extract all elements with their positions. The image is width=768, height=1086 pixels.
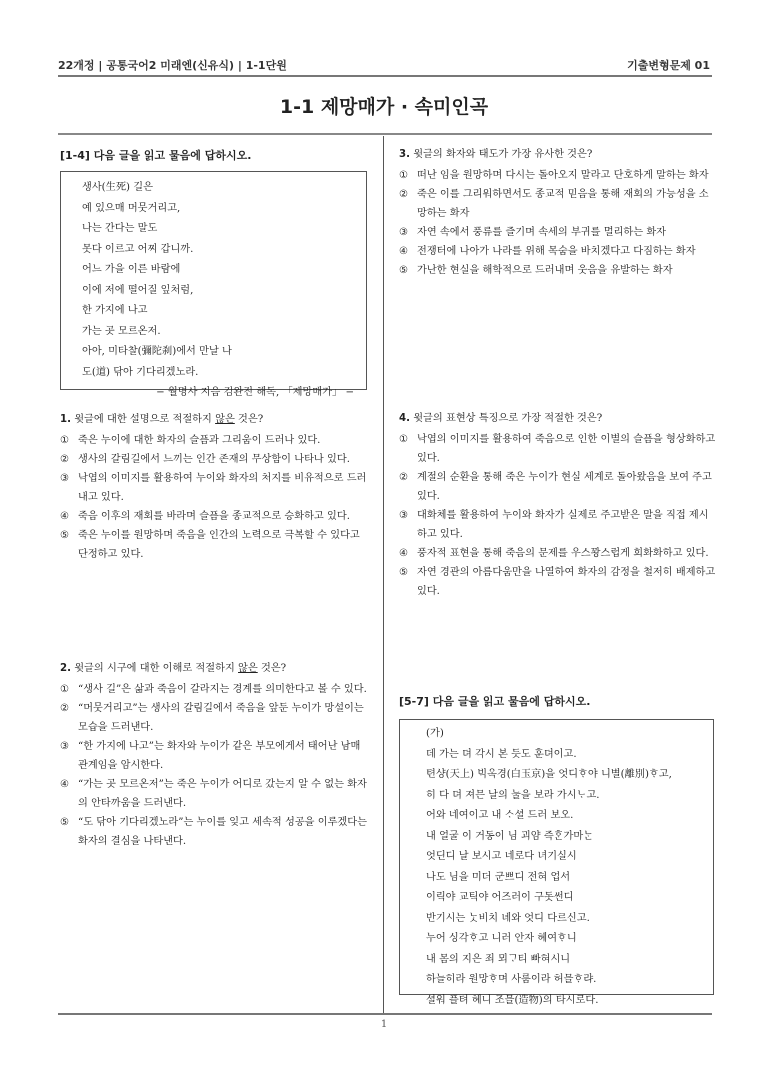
option-text: 전쟁터에 나아가 나라를 위해 목숨을 바치겠다고 다짐하는 화자 xyxy=(417,246,696,257)
question-stem-text: 윗글의 시구에 대한 이해로 적절하지 xyxy=(74,663,239,674)
question-stem-underline: 않은 xyxy=(215,414,235,425)
poem-line: 어와 네여이고 내 ᄉᆞ셜 드러 보오. xyxy=(426,810,574,821)
option-number: ① xyxy=(60,435,70,446)
question-4-stem xyxy=(399,409,716,428)
question-4-options xyxy=(399,430,716,601)
answer-option[interactable] xyxy=(60,507,372,526)
option-text: 풍자적 표현을 통해 죽음의 문제를 우스꽝스럽게 희화화하고 있다. xyxy=(417,548,709,559)
question-number: 1. xyxy=(60,414,71,425)
option-text: 자연 속에서 풍류를 즐기며 속세의 부귀를 멀리하는 화자 xyxy=(417,227,667,238)
poem-line: 도(道) 닦아 기다리겠노라. xyxy=(82,366,199,378)
header-exam-label: 기출변형문제 01 xyxy=(627,59,710,72)
poem-line: 히 다 뎌 져믄 날의 눌을 보라 가시ᄂᆞ고. xyxy=(426,789,600,801)
answer-option[interactable] xyxy=(60,699,372,737)
poem-line: 어느 가을 이른 바람에 xyxy=(82,264,181,275)
option-text: “한 가지에 나고”는 화자와 누이가 같은 부모에게서 태어난 남매 관계임을 암시한다. xyxy=(78,741,361,771)
answer-option[interactable] xyxy=(399,544,716,563)
option-number: ② xyxy=(60,703,70,714)
option-number: ④ xyxy=(60,511,70,522)
answer-option[interactable] xyxy=(399,166,716,185)
option-number: ① xyxy=(399,170,409,181)
option-number: ④ xyxy=(399,246,409,257)
poem-line: 반기시는 ᄂᆞᆺ비치 녜와 엇디 다르신고. xyxy=(426,912,590,924)
answer-option[interactable] xyxy=(399,563,716,601)
poem-line: 하늘히라 원망ᄒᆞ며 사룸이라 허믈ᄒᆞ랴. xyxy=(426,974,597,985)
option-number: ② xyxy=(60,454,70,465)
option-text: 낙엽의 이미지를 활용하여 누이와 화자의 처지를 비유적으로 드러내고 있다. xyxy=(78,473,367,503)
poem-line: 누어 싱각ᄒᆞ고 니러 안자 혜여ᄒᆞ니 xyxy=(426,933,577,944)
option-text: 낙엽의 이미지를 활용하여 죽음으로 인한 이별의 슬픔을 형상화하고 있다. xyxy=(417,434,716,464)
option-text: “가는 곳 모르온저”는 죽은 누이가 어디로 갔는지 알 수 없는 화자의 안타까움을 드러낸다. xyxy=(78,779,367,809)
question-stem-text: 것은? xyxy=(257,663,287,674)
header-course-info: 22개정 | 공통국어2 미래엔(신유식) | 1-1단원 xyxy=(58,59,287,72)
header-rule xyxy=(58,75,712,77)
poem-line: 가는 곳 모르온저. xyxy=(82,325,161,337)
poem-line: 나도 님을 미더 군쁘디 전혀 업서 xyxy=(426,871,571,883)
option-text: 생사의 갈림길에서 느끼는 인간 존재의 무상함이 나타나 있다. xyxy=(78,454,350,465)
option-text: 자연 경관의 아름다움만을 나열하여 화자의 감정을 철저히 배제하고 있다. xyxy=(417,567,716,597)
poem-lines xyxy=(82,178,366,383)
poem-label: (가) xyxy=(426,728,444,739)
question-number: 2. xyxy=(60,663,71,674)
option-text: 대화체를 활용하여 누이와 화자가 실제로 주고받은 말을 직접 제시하고 있다. xyxy=(417,510,709,540)
poem-credit: − 월명사 지음 김완진 해독, 「제망매가」 − xyxy=(156,387,354,398)
option-text: 계절의 순환을 통해 죽은 누이가 현실 세계로 돌아왔음을 보여 주고 있다. xyxy=(417,472,712,502)
page-title: 1-1 제망매가 · 속미인곡 xyxy=(279,96,489,118)
answer-option[interactable] xyxy=(60,680,372,699)
answer-option[interactable] xyxy=(60,431,372,450)
page-number: 1 xyxy=(380,1019,388,1030)
question-stem-text: 것은? xyxy=(234,414,264,425)
option-text: “머뭇거리고”는 생사의 갈림길에서 죽음을 앞둔 누이가 망설이는 모습을 드러낸다. xyxy=(78,703,364,733)
option-text: 떠난 임을 원망하며 다시는 돌아오지 말라고 단호하게 말하는 화자 xyxy=(417,170,709,181)
answer-option[interactable] xyxy=(399,261,716,280)
option-number: ① xyxy=(60,684,70,695)
option-text: 죽음 이후의 재회를 바라며 슬픔을 종교적으로 승화하고 있다. xyxy=(78,511,350,522)
answer-option[interactable] xyxy=(60,450,372,469)
option-text: “도 닦아 기다리겠노라”는 누이를 잊고 세속적 성공을 이루겠다는 화자의 결심을 나타낸다. xyxy=(78,817,367,847)
answer-option[interactable] xyxy=(60,469,372,507)
question-stem-text: 윗글의 화자와 태도가 가장 유사한 것은? xyxy=(413,149,593,160)
question-1-stem xyxy=(60,410,372,429)
option-number: ④ xyxy=(60,779,70,790)
poem-line: 내 얼굴 이 거동이 님 괴얌 즉ᄒᆞᆫ가마ᄂᆞᆫ xyxy=(426,830,594,842)
question-3 xyxy=(399,145,716,280)
option-text: “생사 길”은 삶과 죽음이 갈라지는 경계를 의미한다고 볼 수 있다. xyxy=(78,684,367,695)
question-2-stem xyxy=(60,659,372,678)
question-stem-underline: 않은 xyxy=(238,663,258,674)
question-stem-text: 윗글의 표현상 특징으로 가장 적절한 것은? xyxy=(413,413,603,424)
answer-option[interactable] xyxy=(60,813,372,851)
answer-option[interactable] xyxy=(60,526,372,564)
poem-lines xyxy=(426,745,713,1012)
option-number: ⑤ xyxy=(399,567,409,578)
option-text: 가난한 현실을 해학적으로 드러내며 웃음을 유발하는 화자 xyxy=(417,265,673,276)
option-number: ③ xyxy=(60,741,70,752)
question-stem-text: 윗글에 대한 설명으로 적절하지 xyxy=(74,414,216,425)
poem-line: 아아, 미타찰(彌陀刹)에서 만날 나 xyxy=(82,346,232,357)
poem-line: 셜워 플텨 혜니 조믈(造物)의 타시로다. xyxy=(426,994,599,1006)
poem-box-sokmiingok xyxy=(399,719,714,1006)
option-number: ③ xyxy=(399,227,409,238)
option-number: ② xyxy=(399,189,409,200)
question-number: 3. xyxy=(399,149,410,160)
option-text: 죽은 누이에 대한 화자의 슬픔과 그리움이 드러나 있다. xyxy=(78,435,321,446)
option-number: ⑤ xyxy=(60,530,70,541)
poem-line: 예 있으매 머뭇거리고, xyxy=(82,202,181,214)
poem-box-jemangmaega xyxy=(60,171,367,398)
question-number: 4. xyxy=(399,413,410,424)
instruction-5-7: [5-7] 다음 글을 읽고 물음에 답하시오. xyxy=(399,695,591,708)
poem-line: 이릭야 교틱야 어즈러이 구돗썬디 xyxy=(426,892,574,903)
answer-option[interactable] xyxy=(399,185,716,223)
answer-option[interactable] xyxy=(60,737,372,775)
poem-line: 이에 저에 떨어질 잎처럼, xyxy=(82,284,194,296)
poem-line: 내 몸의 지은 죄 뫼ᄀᆞ티 빠혀시니 xyxy=(426,953,571,965)
poem-line: 생사(生死) 길은 xyxy=(82,182,153,193)
title-rule xyxy=(58,133,712,135)
option-number: ② xyxy=(399,472,409,483)
option-text: 죽은 이를 그리워하면서도 종교적 믿음을 통해 재회의 가능성을 소망하는 화자 xyxy=(417,189,709,219)
option-number: ④ xyxy=(399,548,409,559)
question-1 xyxy=(60,410,372,564)
answer-option[interactable] xyxy=(399,223,716,242)
answer-option[interactable] xyxy=(60,775,372,813)
question-1-options xyxy=(60,431,372,564)
instruction-1-4: [1-4] 다음 글을 읽고 물음에 답하시오. xyxy=(60,149,252,162)
answer-option[interactable] xyxy=(399,242,716,261)
poem-line: 엇딘디 날 보시고 네로다 녀기실시 xyxy=(426,851,577,862)
question-4 xyxy=(399,409,716,601)
question-2 xyxy=(60,659,372,851)
option-number: ③ xyxy=(399,510,409,521)
option-number: ③ xyxy=(60,473,70,484)
question-3-stem xyxy=(399,145,716,164)
poem-line: 텬샹(天上) 빅옥경(白玉京)을 엇디ᄒᆞ야 니별(離別)ᄒᆞ고, xyxy=(426,769,672,780)
question-3-options xyxy=(399,166,716,280)
poem-line: 나는 간다는 말도 xyxy=(82,223,158,234)
answer-option[interactable] xyxy=(399,468,716,506)
answer-option[interactable] xyxy=(399,506,716,544)
question-2-options xyxy=(60,680,372,851)
option-number: ① xyxy=(399,434,409,445)
footer-rule xyxy=(58,1013,712,1015)
column-divider xyxy=(383,136,384,1014)
option-number: ⑤ xyxy=(60,817,70,828)
option-text: 죽은 누이를 원망하며 죽음을 인간의 노력으로 극복할 수 있다고 단정하고 있다. xyxy=(78,530,360,560)
poem-line: 한 가지에 나고 xyxy=(82,305,148,316)
option-number: ⑤ xyxy=(399,265,409,276)
poem-line: 데 가는 뎌 각시 본 듯도 훈뎌이고. xyxy=(426,748,577,760)
answer-option[interactable] xyxy=(399,430,716,468)
poem-line: 못다 이르고 어찌 갑니까. xyxy=(82,243,194,255)
